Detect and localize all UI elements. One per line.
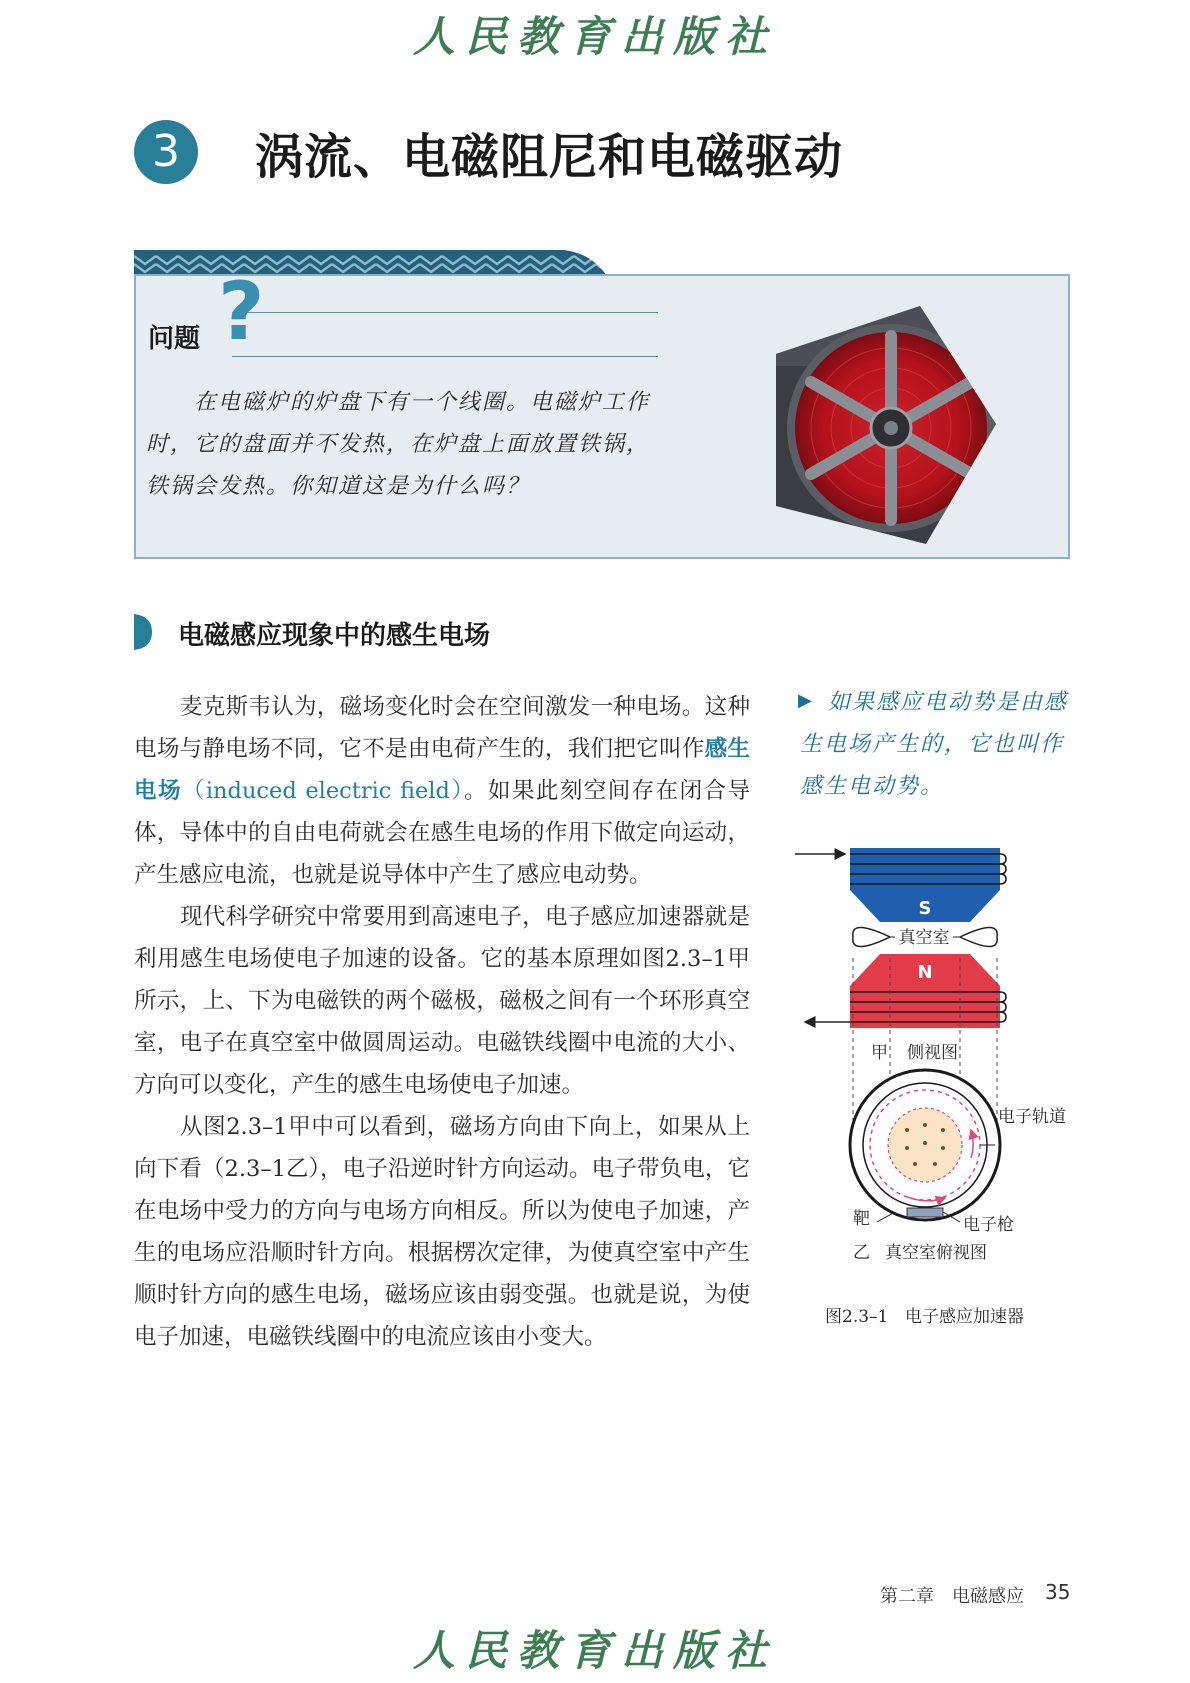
pole-n-label: N	[917, 962, 933, 983]
section-number-badge: 3	[134, 120, 198, 184]
figure-caption-text: 电子感应加速器	[905, 1307, 1024, 1327]
pole-s-label: S	[918, 898, 932, 919]
publisher-logo-bottom: 人民教育出版社	[412, 1626, 777, 1675]
figure-caption-number: 图2.3–1	[825, 1307, 889, 1327]
vacuum-chamber-label: 真空室	[898, 928, 950, 948]
magnet-n-pole	[850, 954, 1006, 1028]
electron-orbit-label: 电子轨道	[998, 1107, 1066, 1127]
problem-rule-top	[232, 312, 658, 313]
page-number: 35	[1045, 1580, 1071, 1604]
footer-chapter: 第二章 电磁感应	[880, 1586, 1024, 1607]
view-b-marker: 乙	[853, 1243, 870, 1263]
vacuum-chamber-top-view	[850, 1070, 1000, 1222]
paragraph-2: 现代科学研究中常要用到高速电子，电子感应加速器就是利用感生电场使电子加速的设备。它的基本原理如图2.3–1甲所示，上、下为电磁铁的两个磁极，磁极之间有一个环形真空室，电子在真空室中做圆周运动。电磁铁线圈中电流的大小、方向可以变化，产生的感生电场使电子加速。	[134, 904, 750, 1098]
problem-label: 问题	[148, 324, 201, 354]
view-a-label: 侧视图	[907, 1043, 958, 1063]
magnet-s-pole	[850, 848, 1006, 922]
view-b-label: 真空室俯视图	[885, 1243, 987, 1263]
problem-text: 在电磁炉的炉盘下有一个线圈。电磁炉工作时，它的盘面并不发热，在炉盘上面放置铁锅，铁锅会发热。你知道这是为什么吗？	[146, 390, 651, 499]
margin-note: 如果感应电动势是由感生电场产生的，它也叫作感生电动势。	[800, 690, 1069, 799]
p1-text-a: 麦克斯韦认为，磁场变化时会在空间激发一种电场。这种电场与静电场不同，它不是由电荷产生的，我们把它叫作	[134, 694, 750, 762]
figure-electron-accelerator	[795, 840, 1095, 1345]
key-term: 感生电场	[134, 736, 750, 804]
publisher-logo-top: 人民教育出版社	[412, 12, 777, 61]
key-term-english: （induced electric field）	[181, 778, 465, 804]
induction-cooker-coil-photo	[776, 306, 996, 544]
section-title: 涡流、电磁阻尼和电磁驱动	[255, 129, 844, 185]
note-arrow-icon: ▶	[798, 690, 812, 711]
problem-rule-bottom	[232, 356, 658, 357]
subheading-marker-icon	[134, 614, 152, 650]
paragraph-3: 从图2.3–1甲中可以看到，磁场方向由下向上，如果从上向下看（2.3–1乙），电子沿逆时针方向运动。电子带负电，它在电场中受力的方向与电场方向相反。所以为使电子加速，产生的电场应沿顺时针方向。根据楞次定律，为使真空室中产生顺时针方向的感生电场，磁场应该由弱变强。也就是说，为使电子加速，电磁铁线圈中的电流应该由小变大。	[134, 1114, 750, 1350]
view-a-marker: 甲	[871, 1043, 888, 1063]
electron-gun-label: 电子枪	[963, 1215, 1014, 1235]
body-text	[134, 686, 750, 1358]
subheading: 电磁感应现象中的感生电场	[178, 621, 491, 651]
question-mark-icon: ?	[218, 265, 265, 358]
target-label: 靶	[853, 1209, 870, 1229]
vacuum-chamber-side	[853, 928, 997, 949]
paragraph-1	[134, 686, 750, 896]
p1-text-b: 。如果此刻空间存在闭合导体，导体中的自由电荷就会在感生电场的作用下做定向运动，产生感应电流，也就是说导体中产生了感应电动势。	[134, 778, 750, 888]
